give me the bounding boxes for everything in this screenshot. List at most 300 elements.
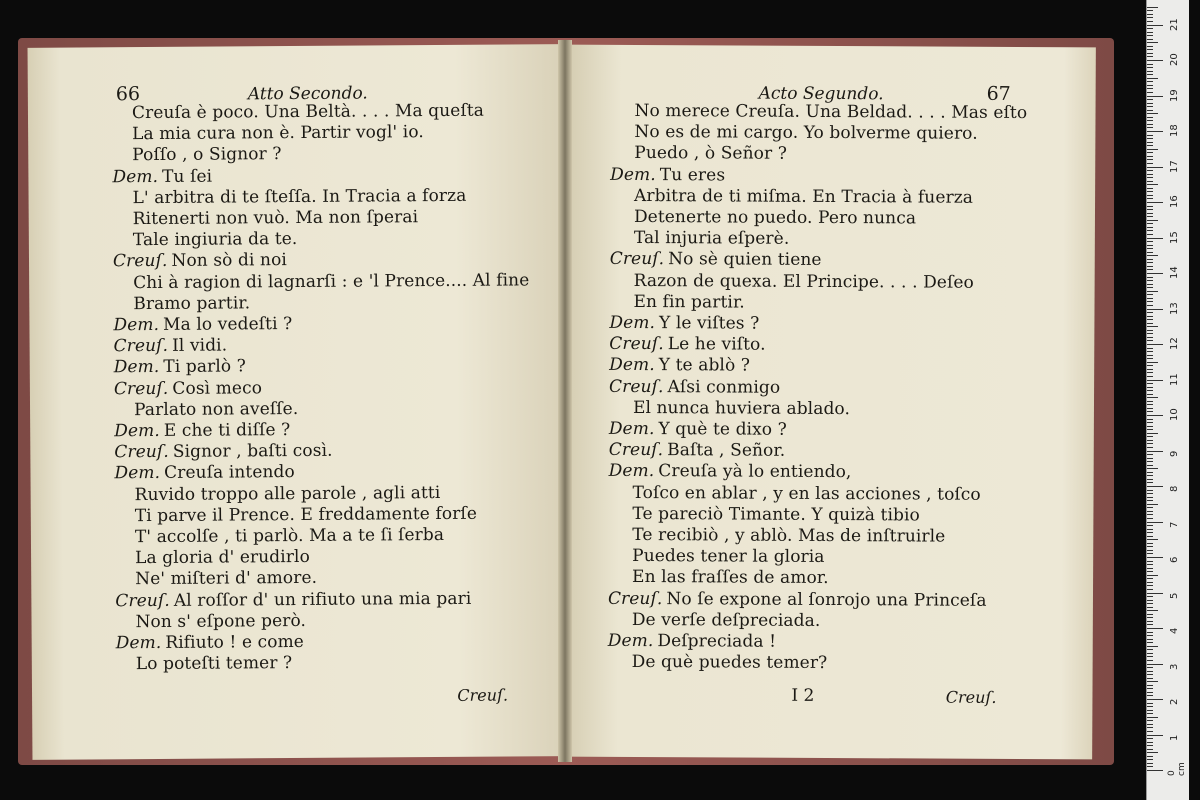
text-line xyxy=(634,143,787,165)
text-line xyxy=(115,588,471,611)
ruler-tick xyxy=(1147,355,1153,356)
speaker-label: Creuſ. xyxy=(609,334,664,355)
line-text: Tu ſei xyxy=(161,166,213,187)
ruler-tick xyxy=(1147,401,1153,402)
line-text: Y què te dixo ? xyxy=(658,419,787,440)
ruler-tick xyxy=(1147,17,1153,18)
ruler-tick xyxy=(1147,181,1153,182)
ruler-tick xyxy=(1147,177,1153,178)
line-text: Le he viſto. xyxy=(667,334,766,355)
line-text: Deſpreciada ! xyxy=(657,631,777,652)
text-line xyxy=(608,588,987,611)
ruler-tick xyxy=(1147,333,1153,334)
line-text: Ma lo vedeſti ? xyxy=(163,314,293,335)
ruler-tick xyxy=(1147,14,1153,15)
ruler-tick xyxy=(1147,174,1153,175)
speaker-label: Dem. xyxy=(112,166,159,187)
ruler-tick xyxy=(1147,316,1153,317)
speaker-label: Creuſ. xyxy=(112,251,168,272)
text-line xyxy=(113,250,287,272)
ruler-tick xyxy=(1147,699,1163,700)
ruler-number: 16 xyxy=(1169,195,1180,208)
ruler-tick xyxy=(1147,514,1153,515)
ruler-tick xyxy=(1147,607,1153,608)
ruler-tick xyxy=(1147,326,1158,327)
ruler-tick xyxy=(1147,642,1153,643)
ruler-tick xyxy=(1147,671,1153,672)
ruler-tick xyxy=(1147,649,1153,650)
text-line xyxy=(133,229,298,251)
ruler-number: 18 xyxy=(1169,124,1180,137)
ruler-tick xyxy=(1147,546,1153,547)
line-text: Puedo , ò Señor ? xyxy=(634,143,788,165)
ruler-tick xyxy=(1147,387,1153,388)
ruler-tick xyxy=(1147,223,1153,224)
ruler-tick xyxy=(1147,7,1158,8)
ruler-tick xyxy=(1147,564,1153,565)
ruler-tick xyxy=(1147,465,1153,466)
ruler-tick xyxy=(1147,717,1158,718)
ruler-tick xyxy=(1147,351,1153,352)
ruler-tick xyxy=(1147,131,1163,132)
speaker-label: Creuſ. xyxy=(113,378,169,399)
line-text: En fin partir. xyxy=(633,291,745,313)
ruler-tick xyxy=(1147,429,1153,430)
speaker-label: Creuſ. xyxy=(609,249,665,270)
ruler-tick xyxy=(1147,113,1158,114)
line-text: Lo poteſti temer ? xyxy=(135,653,293,675)
ruler-tick xyxy=(1147,390,1153,391)
ruler-tick xyxy=(1147,461,1153,462)
text-line xyxy=(114,336,228,358)
ruler-tick xyxy=(1147,411,1153,412)
ruler-tick xyxy=(1147,479,1153,480)
ruler-tick xyxy=(1147,67,1153,68)
line-text: En las fraſſes de amor. xyxy=(632,567,829,589)
text-line xyxy=(134,399,298,421)
line-text: Ne' miſteri d' amore. xyxy=(135,568,318,590)
ruler-tick xyxy=(1147,230,1153,231)
ruler-tick xyxy=(1147,458,1153,459)
text-line xyxy=(135,568,317,590)
text-line xyxy=(632,504,920,527)
line-text: Signor , baſti così. xyxy=(172,440,333,463)
left-page xyxy=(28,44,567,760)
ruler-tick xyxy=(1147,298,1153,299)
text-line xyxy=(136,653,293,675)
ruler-tick xyxy=(1147,394,1153,395)
ruler-tick xyxy=(1147,365,1153,366)
text-line xyxy=(632,610,821,632)
ruler-tick xyxy=(1147,106,1153,107)
ruler-number: 8 xyxy=(1169,485,1180,492)
ruler-tick xyxy=(1147,688,1153,689)
text-line xyxy=(135,483,441,506)
ruler-tick xyxy=(1147,763,1153,764)
ruler-tick xyxy=(1147,262,1153,263)
ruler-tick xyxy=(1147,294,1153,295)
measuring-ruler xyxy=(1146,0,1189,800)
line-text: Rifiuto ! e come xyxy=(165,631,304,653)
ruler-tick xyxy=(1147,60,1163,61)
ruler-tick xyxy=(1147,191,1153,192)
ruler-tick xyxy=(1147,752,1158,753)
speaker-label: Dem. xyxy=(115,632,162,654)
line-text: Creuſa è poco. Una Beltà. . . . Ma queſta xyxy=(131,100,485,124)
ruler-tick xyxy=(1147,610,1158,611)
ruler-tick xyxy=(1147,749,1153,750)
ruler-tick xyxy=(1147,152,1153,153)
ruler-tick xyxy=(1147,337,1153,338)
ruler-tick xyxy=(1147,96,1163,97)
ruler-tick xyxy=(1147,103,1153,104)
line-text: Ruvido troppo alle parole , agli atti xyxy=(134,482,441,505)
ruler-tick xyxy=(1147,539,1158,540)
ruler-tick xyxy=(1147,53,1153,54)
ruler-tick xyxy=(1147,10,1153,11)
ruler-tick xyxy=(1147,241,1153,242)
text-line xyxy=(609,313,759,335)
ruler-tick xyxy=(1147,234,1153,235)
ruler-number: 12 xyxy=(1169,337,1180,350)
line-text: No es de mi cargo. Yo bolverme quiero. xyxy=(634,122,978,144)
ruler-tick xyxy=(1147,280,1153,281)
text-line xyxy=(634,271,974,294)
ruler-number: 6 xyxy=(1169,556,1180,563)
ruler-tick xyxy=(1147,628,1163,629)
ruler-tick xyxy=(1147,731,1153,732)
ruler-tick xyxy=(1147,745,1153,746)
ruler-tick xyxy=(1147,78,1158,79)
ruler-tick xyxy=(1147,766,1153,767)
ruler-tick xyxy=(1147,635,1153,636)
ruler-tick xyxy=(1147,720,1153,721)
speaker-label: Dem. xyxy=(609,355,655,376)
ruler-tick xyxy=(1147,305,1153,306)
ruler-tick xyxy=(1147,149,1158,150)
ruler-tick xyxy=(1147,447,1153,448)
line-text: Il vidi. xyxy=(171,335,228,357)
ruler-tick xyxy=(1147,124,1153,125)
ruler-tick xyxy=(1147,92,1153,93)
text-line xyxy=(132,101,484,124)
line-text: Creuſa yà lo entiendo, xyxy=(658,461,852,483)
ruler-tick xyxy=(1147,220,1158,221)
ruler-tick xyxy=(1147,213,1153,214)
ruler-tick xyxy=(1147,309,1163,310)
ruler-number: 19 xyxy=(1169,88,1180,102)
line-text: Ritenerti non vuò. Ma non ſperai xyxy=(132,207,419,230)
text-line xyxy=(135,611,306,633)
ruler-tick xyxy=(1147,269,1153,270)
ruler-tick xyxy=(1147,195,1153,196)
ruler-tick xyxy=(1147,21,1153,22)
text-line xyxy=(609,419,787,441)
line-text: No merece Creuſa. Una Beldad. . . . Mas eſto xyxy=(634,100,1028,124)
signature-mark: I 2 xyxy=(791,685,815,706)
ruler-tick xyxy=(1147,632,1153,633)
speaker-label: Creuſ. xyxy=(608,440,664,461)
line-text: Al roſſor d' un rifiuto una mia pari xyxy=(173,588,472,611)
ruler-tick xyxy=(1147,110,1153,111)
ruler-tick xyxy=(1147,42,1158,43)
ruler-tick xyxy=(1147,39,1153,40)
ruler-tick xyxy=(1147,227,1153,228)
line-text: Y te ablò ? xyxy=(658,355,751,376)
ruler-number: 14 xyxy=(1169,266,1180,279)
text-line xyxy=(634,228,790,250)
ruler-tick xyxy=(1147,202,1163,203)
text-line xyxy=(632,652,828,674)
ruler-tick xyxy=(1147,532,1153,533)
ruler-tick xyxy=(1147,88,1153,89)
catchword-left: Creuſ. xyxy=(457,685,509,705)
running-head-left: Atto Secondo. xyxy=(247,83,368,105)
line-text: Così meco xyxy=(172,377,263,399)
ruler-tick xyxy=(1147,681,1158,682)
ruler-tick xyxy=(1147,348,1153,349)
ruler-tick xyxy=(1147,600,1153,601)
speaker-label: Creuſ. xyxy=(113,336,169,357)
ruler-tick xyxy=(1147,436,1153,437)
speaker-label: Dem. xyxy=(113,314,160,336)
text-line xyxy=(114,441,332,464)
ruler-tick xyxy=(1147,120,1153,121)
ruler-tick xyxy=(1147,589,1153,590)
ruler-tick xyxy=(1147,582,1153,583)
ruler-tick xyxy=(1147,475,1153,476)
right-page xyxy=(565,45,1096,760)
text-line xyxy=(608,631,776,653)
line-text: Tale ingiuria da te. xyxy=(132,229,298,251)
ruler-tick xyxy=(1147,585,1153,586)
text-line xyxy=(133,270,529,294)
ruler-number: 13 xyxy=(1169,301,1180,315)
ruler-tick xyxy=(1147,664,1163,665)
ruler-tick xyxy=(1147,639,1153,640)
line-text: Tu eres xyxy=(659,164,726,186)
ruler-tick xyxy=(1147,525,1153,526)
line-text: T' accolſe , ti parlò. Ma a te ſi ſerba xyxy=(134,524,445,548)
book-gutter xyxy=(558,40,572,762)
ruler-tick xyxy=(1147,561,1153,562)
ruler-tick xyxy=(1147,742,1153,743)
ruler-number: 2 xyxy=(1169,698,1180,705)
ruler-tick xyxy=(1147,617,1153,618)
text-line xyxy=(132,144,281,166)
ruler-tick xyxy=(1147,28,1153,29)
ruler-tick xyxy=(1147,493,1153,494)
ruler-number: 3 xyxy=(1169,663,1180,670)
ruler-tick xyxy=(1147,266,1153,267)
text-line xyxy=(133,293,250,315)
ruler-tick xyxy=(1147,522,1163,523)
ruler-tick xyxy=(1147,451,1163,452)
ruler-number: 4 xyxy=(1169,627,1180,634)
ruler-tick xyxy=(1147,380,1163,381)
ruler-tick xyxy=(1147,167,1163,168)
ruler-tick xyxy=(1147,486,1163,487)
ruler-tick xyxy=(1147,142,1153,143)
ruler-number: 1 xyxy=(1169,734,1180,741)
line-text: El nunca huviera ablado. xyxy=(632,397,851,419)
line-text: Creuſa intendo xyxy=(164,462,295,484)
text-line xyxy=(609,440,786,462)
line-text: E che ti diſſe ? xyxy=(163,420,291,441)
ruler-tick xyxy=(1147,678,1153,679)
line-text: Non sò di noi xyxy=(171,250,288,272)
line-text: Chi à ragion di lagnarſi : e 'l Prence.... Al fine xyxy=(133,269,530,293)
ruler-tick xyxy=(1147,504,1158,505)
ruler-tick xyxy=(1147,46,1153,47)
catchword-right: Creuſ. xyxy=(945,687,997,707)
text-line xyxy=(632,483,980,506)
text-line xyxy=(633,398,850,420)
ruler-tick xyxy=(1147,340,1153,341)
line-text: Ti parlò ? xyxy=(163,356,246,378)
text-line xyxy=(610,164,725,186)
text-line xyxy=(609,334,765,356)
line-text: Parlato non aveſſe. xyxy=(133,398,299,420)
ruler-tick xyxy=(1147,482,1153,483)
text-line xyxy=(634,122,977,145)
text-line xyxy=(634,101,1027,124)
ruler-tick xyxy=(1147,135,1153,136)
ruler-tick xyxy=(1147,557,1163,558)
ruler-tick xyxy=(1147,209,1153,210)
text-line xyxy=(135,547,310,569)
ruler-tick xyxy=(1147,713,1153,714)
ruler-tick xyxy=(1147,646,1158,647)
ruler-tick xyxy=(1147,596,1153,597)
page-number-left: 66 xyxy=(115,83,141,106)
ruler-tick xyxy=(1147,621,1153,622)
ruler-tick xyxy=(1147,468,1158,469)
speaker-label: Dem. xyxy=(608,418,655,440)
text-line xyxy=(132,122,424,145)
ruler-tick xyxy=(1147,692,1153,693)
ruler-tick xyxy=(1147,198,1153,199)
ruler-tick xyxy=(1147,145,1153,146)
page-number-right: 67 xyxy=(986,82,1011,105)
ruler-tick xyxy=(1147,362,1158,363)
ruler-tick xyxy=(1147,277,1153,278)
ruler-number: 9 xyxy=(1169,450,1180,457)
text-line xyxy=(609,461,852,483)
ruler-tick xyxy=(1147,656,1153,657)
ruler-tick xyxy=(1147,518,1153,519)
ruler-tick xyxy=(1147,550,1153,551)
text-line xyxy=(632,567,829,589)
ruler-tick xyxy=(1147,127,1153,128)
text-line xyxy=(135,504,477,527)
line-text: No ſe expone al ſonrojo una Princeſa xyxy=(666,588,987,611)
ruler-tick xyxy=(1147,756,1153,757)
ruler-tick xyxy=(1147,56,1153,57)
ruler-tick xyxy=(1147,206,1153,207)
ruler-tick xyxy=(1147,511,1153,512)
ruler-tick xyxy=(1147,369,1153,370)
ruler-tick xyxy=(1147,99,1153,100)
line-text: La mia cura non è. Partir vogl' io. xyxy=(132,122,424,145)
running-head-right: Acto Segundo. xyxy=(758,83,884,105)
ruler-tick xyxy=(1147,727,1153,728)
ruler-tick xyxy=(1147,323,1153,324)
ruler-tick xyxy=(1147,500,1153,501)
line-text: Te recibiò , y ablò. Mas de inſtruirle xyxy=(632,524,946,547)
ruler-tick xyxy=(1147,32,1153,33)
ruler-tick xyxy=(1147,415,1163,416)
ruler-tick xyxy=(1147,216,1153,217)
ruler-tick xyxy=(1147,163,1153,164)
line-text: L' arbitra di te ſteſſa. In Tracia a forza xyxy=(132,185,467,208)
text-line xyxy=(609,355,750,377)
ruler-tick xyxy=(1147,64,1153,65)
ruler-tick xyxy=(1147,497,1153,498)
ruler-tick xyxy=(1147,358,1153,359)
ruler-tick xyxy=(1147,770,1163,771)
line-text: Tal injuria eſperè. xyxy=(633,228,790,249)
ruler-tick xyxy=(1147,372,1153,373)
ruler-tick xyxy=(1147,344,1163,345)
speaker-label: Creuſ. xyxy=(609,376,664,397)
text-line xyxy=(632,546,824,568)
ruler-tick xyxy=(1147,568,1153,569)
ruler-tick xyxy=(1147,259,1153,260)
text-line xyxy=(135,525,444,548)
text-line xyxy=(634,207,916,229)
line-text: Aſsi conmigo xyxy=(667,376,781,398)
ruler-tick xyxy=(1147,738,1153,739)
text-line xyxy=(114,420,290,442)
speaker-label: Dem. xyxy=(607,630,654,652)
ruler-tick xyxy=(1147,422,1153,423)
ruler-tick xyxy=(1147,85,1153,86)
ruler-tick xyxy=(1147,490,1153,491)
ruler-tick xyxy=(1147,35,1153,36)
text-line xyxy=(112,166,212,188)
line-text: Poſſo , o Signor ? xyxy=(132,144,282,166)
ruler-tick xyxy=(1147,624,1153,625)
line-text: Ti parve il Prence. E freddamente forſe xyxy=(134,503,478,526)
ruler-tick xyxy=(1147,419,1153,420)
ruler-unit-label: 0 cm xyxy=(1167,762,1187,776)
ruler-tick xyxy=(1147,685,1153,686)
ruler-tick xyxy=(1147,614,1153,615)
text-line xyxy=(114,462,294,484)
line-text: Baſta , Señor. xyxy=(667,440,786,461)
line-text: La gloria d' erudirlo xyxy=(135,547,310,569)
ruler-number: 11 xyxy=(1169,372,1180,386)
ruler-tick xyxy=(1147,667,1153,668)
ruler-tick xyxy=(1147,440,1153,441)
ruler-tick xyxy=(1147,159,1153,160)
ruler-tick xyxy=(1147,507,1153,508)
ruler-tick xyxy=(1147,397,1158,398)
ruler-tick xyxy=(1147,117,1153,118)
line-text: Toſco en ablar , y en las acciones , toſco xyxy=(632,482,981,505)
ruler-tick xyxy=(1147,735,1163,736)
ruler-tick xyxy=(1147,291,1158,292)
line-text: Bramo partir. xyxy=(133,293,251,314)
ruler-tick xyxy=(1147,472,1153,473)
text-line xyxy=(113,314,292,336)
ruler-tick xyxy=(1147,273,1163,274)
text-line xyxy=(133,207,419,230)
text-line xyxy=(609,376,780,398)
ruler-tick xyxy=(1147,170,1153,171)
ruler-tick xyxy=(1147,252,1153,253)
